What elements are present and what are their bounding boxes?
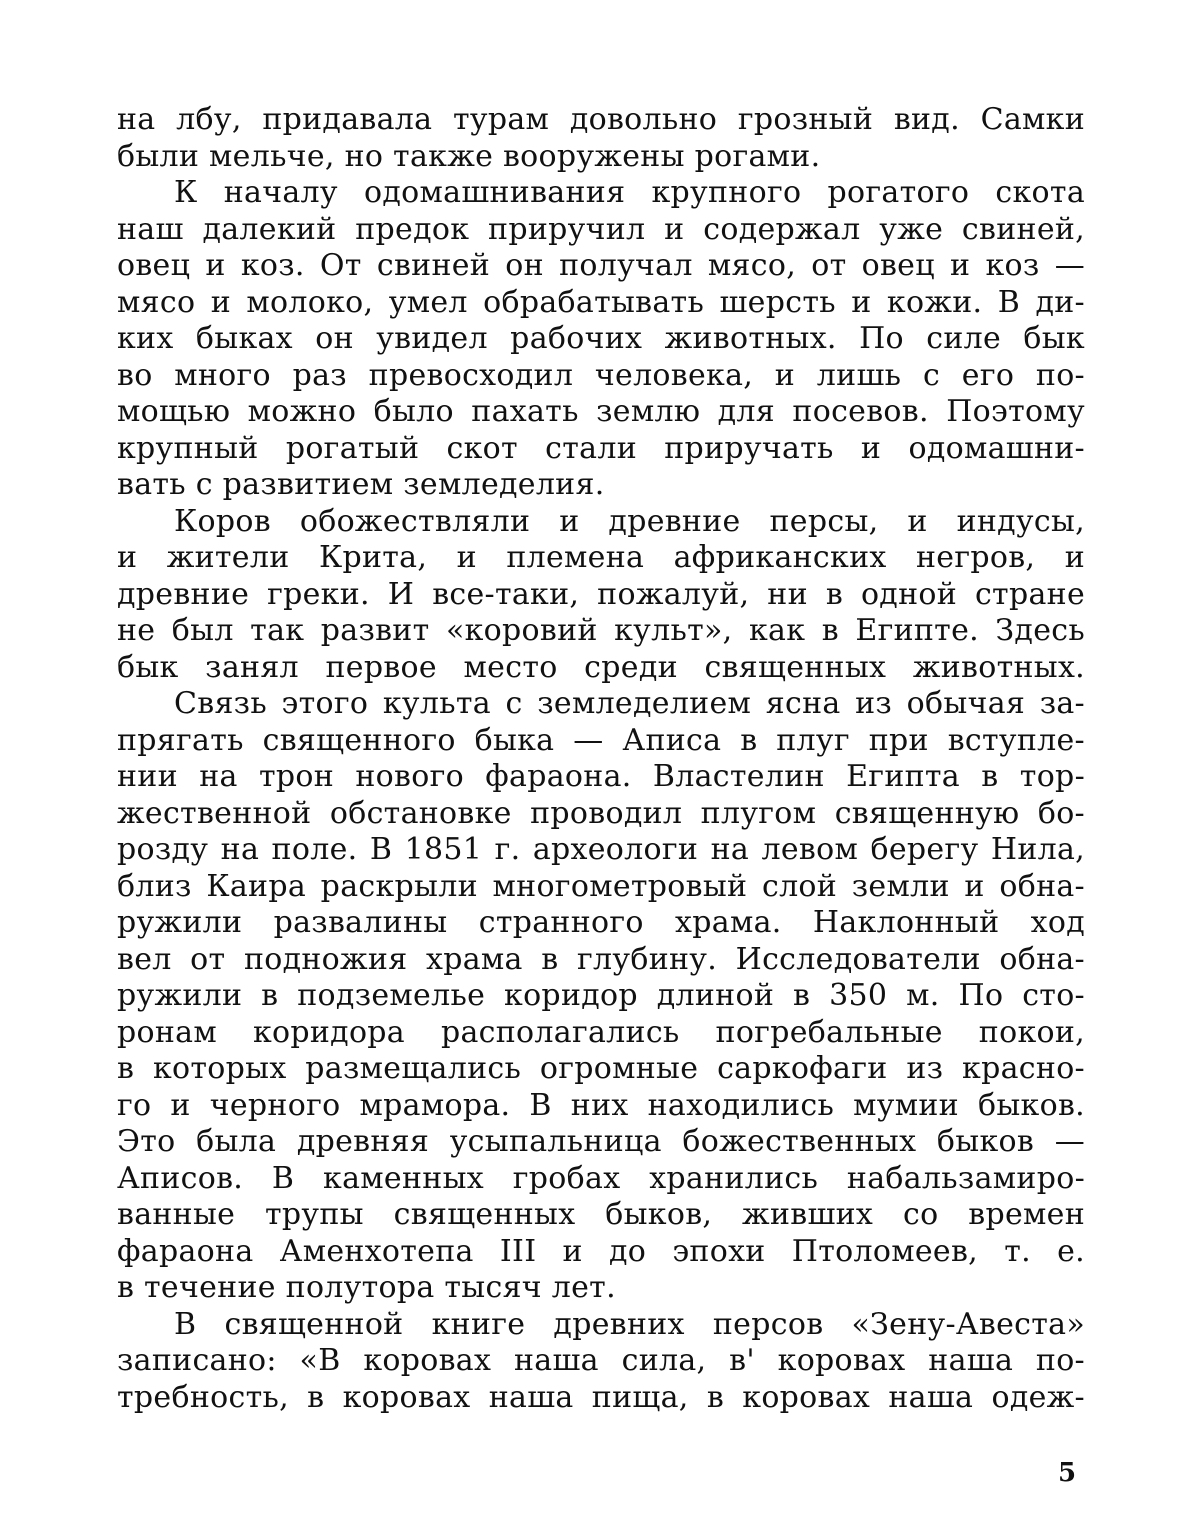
- text-line: мясо и молоко, умел обрабатывать шерсть и кожи. В ди-: [117, 284, 1085, 320]
- text-line: Это была древняя усыпальница божественных быков —: [117, 1124, 1085, 1159]
- text-line: В священной книге древних персов «Зену-Авеста»: [174, 1306, 1085, 1342]
- text-line: нии на трон нового фараона. Властелин Египта в тор-: [117, 759, 1085, 794]
- text-line: ружили развалины странного храма. Наклонный ход: [117, 905, 1085, 940]
- text-line: овец и коз. От свиней он получал мясо, от овец и коз —: [117, 248, 1085, 283]
- page-number: 5: [1058, 1458, 1077, 1488]
- text-line: во много раз превосходил человека, и лишь с его по-: [117, 357, 1085, 393]
- text-line: вел от подножия храма в глубину. Исследователи обна-: [117, 941, 1085, 977]
- text-line: на лбу, придавала турам довольно грозный вид. Самки: [117, 102, 1085, 137]
- text-line: древние греки. И все-таки, пожалуй, ни в одной стране: [117, 576, 1085, 612]
- text-line: го и черного мрамора. В них находились мумии быков.: [117, 1087, 1085, 1123]
- text-line: вать с развитием земледелия.: [117, 467, 605, 502]
- body-text: [117, 102, 1085, 1416]
- text-line: ких быках он увидел рабочих животных. По силе бык: [117, 321, 1085, 356]
- text-line: розду на поле. В 1851 г. археологи на левом берегу Нила,: [117, 832, 1085, 867]
- text-line: в течение полутора тысяч лет.: [117, 1270, 616, 1305]
- text-line: были мельче, но также вооружены рогами.: [117, 138, 821, 174]
- text-line: ружили в подземелье коридор длиной в 350 м. По сто-: [117, 978, 1085, 1013]
- text-line: Коров обожествляли и древние персы, и индусы,: [174, 503, 1085, 539]
- text-line: крупный рогатый скот стали приручать и одомашни-: [117, 430, 1085, 466]
- text-line: К началу одомашнивания крупного рогатого скота: [174, 175, 1085, 210]
- text-line: наш далекий предок приручил и содержал уже свиней,: [117, 211, 1085, 247]
- text-line: требность, в коровах наша пища, в коровах наша одеж-: [117, 1379, 1085, 1415]
- text-line: записано: «В коровах наша сила, в' коровах наша по-: [117, 1343, 1085, 1378]
- text-line: фараона Аменхотепа III и до эпохи Птоломеев, т. е.: [117, 1233, 1085, 1269]
- text-line: не был так развит «коровий культ», как в Египте. Здесь: [117, 613, 1085, 648]
- text-line: мощью можно было пахать землю для посевов. Поэтому: [117, 394, 1085, 429]
- text-line: близ Каира раскрыли многометровый слой земли и обна-: [117, 868, 1085, 904]
- text-line: ванные трупы священных быков, живших со времен: [117, 1197, 1085, 1232]
- text-line: в которых размещались огромные саркофаги из красно-: [117, 1051, 1085, 1086]
- text-line: Аписов. В каменных гробах хранились набальзамиро-: [117, 1160, 1085, 1196]
- text-line: и жители Крита, и племена африканских негров, и: [117, 540, 1085, 575]
- text-line: прягать священного быка — Аписа в плуг при вступле-: [117, 722, 1085, 758]
- text-line: жественной обстановке проводил плугом священную бо-: [117, 795, 1085, 831]
- text-line: Связь этого культа с земледелием ясна из обычая за-: [174, 686, 1085, 721]
- text-line: ронам коридора располагались погребальные покои,: [117, 1014, 1085, 1050]
- text-line: бык занял первое место среди священных животных.: [117, 649, 1085, 685]
